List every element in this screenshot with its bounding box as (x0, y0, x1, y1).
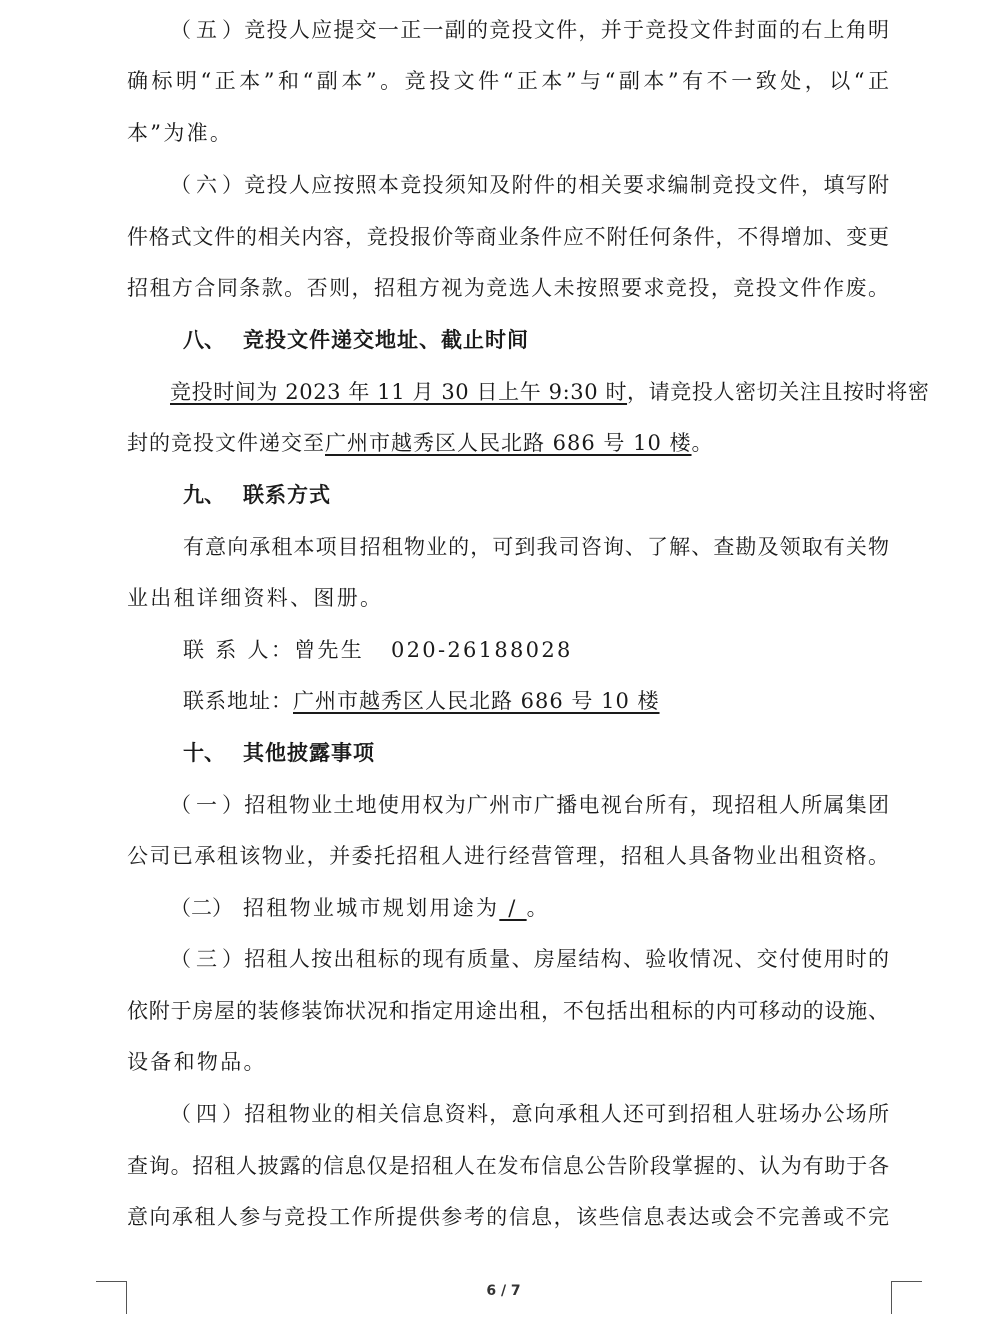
section-8-line-1: 竞投时间为 2023 年 11 月 30 日上午 9:30 时，请竞投人密切关注且按时将密 (170, 380, 930, 404)
submission-address: 广州市越秀区人民北路 686 号 10 楼 (325, 431, 692, 455)
section-10-title: 其他披露事项 (243, 741, 375, 765)
section-9-title: 联系方式 (243, 483, 331, 507)
item-10-4-line-3: 意向承租人参与竞投工作所提供参考的信息，该些信息表达或会不完善或不完 (127, 1205, 889, 1229)
section-8-heading (183, 325, 889, 355)
item-10-3-line-2: 依附于房屋的装修装饰状况和指定用途出租，不包括出租标的内可移动的设施、 (127, 999, 889, 1023)
item-10-3-line-3: 设备和物品。 (127, 1050, 267, 1074)
bid-time: 竞投时间为 2023 年 11 月 30 日上午 9:30 时 (170, 380, 628, 404)
item-10-1-line-1: （一）招租物业土地使用权为广州市广播电视台所有，现招租人所属集团 (170, 793, 889, 817)
contact-person: 联 系 人：曾先生 020-26188028 (183, 638, 573, 662)
item-5-line-1: （五）竞投人应提交一正一副的竞投文件，并于竞投文件封面的右上角明 (170, 15, 889, 45)
item-6-line-3: 招租方合同条款。否则，招租方视为竞选人未按照要求竞投，竞投文件作废。 (127, 276, 889, 300)
item-5-number: （五） (170, 18, 243, 42)
section-9-para-line-1: 有意向承租本项目招租物业的，可到我司咨询、了解、查勘及领取有关物 (183, 535, 889, 559)
item-6-number: （六） (170, 173, 243, 197)
contact-address-value: 广州市越秀区人民北路 686 号 10 楼 (293, 689, 660, 713)
section-8-number: 八、 (183, 328, 225, 352)
item-6-line-1: （六）竞投人应按照本竞投须知及附件的相关要求编制竞投文件，填写附 (170, 170, 889, 200)
item-5-line-3: 本”为准。 (127, 121, 234, 145)
section-9-heading (183, 480, 889, 510)
section-8-line-2: 封的竞投文件递交至广州市越秀区人民北路 686 号 10 楼。 (127, 431, 714, 455)
item-10-1-line-2: 公司已承租该物业，并委托招租人进行经营管理，招租人具备物业出租资格。 (127, 844, 889, 868)
item-10-2-line-1: （二） 招租物业城市规划用途为 / 。 (170, 896, 550, 920)
section-10-heading (183, 738, 889, 768)
item-10-4-line-2: 查询。招租人披露的信息仅是招租人在发布信息公告阶段掌握的、认为有助于各 (127, 1154, 889, 1178)
section-10-number: 十、 (183, 741, 225, 765)
item-6-line-2: 件格式文件的相关内容，竞投报价等商业条件应不附任何条件，不得增加、变更 (127, 225, 889, 249)
section-9-para-line-2: 业出租详细资料、图册。 (127, 586, 384, 610)
item-5-line-2: 确标明“正本”和“副本”。竞投文件“正本”与“副本”有不一致处，以“正 (127, 69, 889, 93)
section-8-title: 竞投文件递交地址、截止时间 (243, 328, 529, 352)
item-10-3-line-1: （三）招租人按出租标的现有质量、房屋结构、验收情况、交付使用时的 (170, 947, 889, 971)
section-9-number: 九、 (183, 483, 225, 507)
item-10-4-line-1: （四）招租物业的相关信息资料，意向承租人还可到招租人驻场办公场所 (170, 1102, 889, 1126)
planned-use-value: / (499, 896, 527, 920)
contact-address: 联系地址：广州市越秀区人民北路 686 号 10 楼 (183, 689, 660, 713)
page-number: 6 / 7 (486, 1283, 521, 1299)
